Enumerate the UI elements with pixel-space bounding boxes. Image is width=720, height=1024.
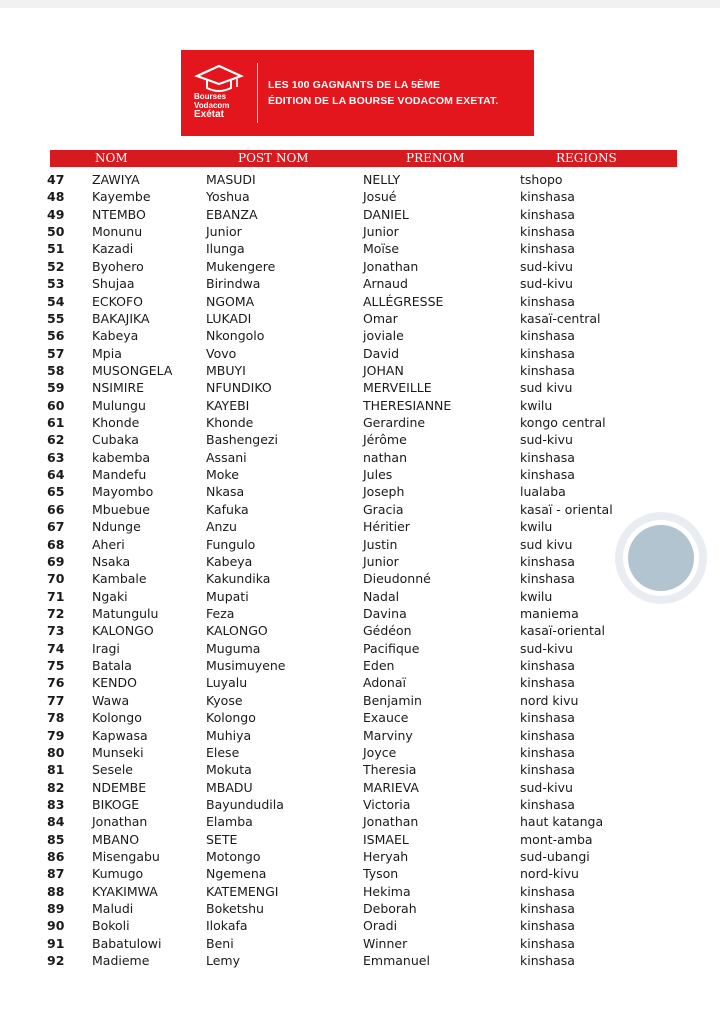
table-row — [0, 761, 720, 778]
cell-region: tshopo — [520, 172, 563, 187]
cell-region: kinshasa — [520, 744, 575, 760]
top-strip — [0, 0, 720, 8]
cell-nom: Mpia — [92, 345, 122, 361]
cell-prenom: NELLY — [363, 172, 401, 187]
header-nom: NOM — [95, 151, 128, 165]
cell-nom: ECKOFO — [92, 293, 144, 309]
cell-prenom: Theresia — [363, 762, 417, 778]
cell-post-nom: Fungulo — [206, 536, 256, 552]
table-row — [0, 536, 720, 553]
row-number: 60 — [47, 397, 65, 413]
logo-line-1: Bourses — [194, 92, 227, 101]
table-row — [0, 188, 720, 205]
cell-region: kinshasa — [520, 206, 575, 222]
cell-post-nom: Bashengezi — [206, 432, 278, 448]
cell-region: lualaba — [520, 484, 566, 500]
cell-region: kinshasa — [520, 224, 575, 240]
row-number: 51 — [47, 241, 65, 257]
cell-region: kinshasa — [520, 675, 575, 691]
cell-prenom: David — [363, 345, 400, 361]
cell-post-nom: Birindwa — [206, 276, 261, 292]
cell-region: kinshasa — [520, 658, 575, 674]
cell-post-nom: KAYEBI — [206, 397, 250, 413]
row-number: 61 — [47, 415, 65, 431]
cell-post-nom: MBUYI — [206, 362, 246, 378]
cell-prenom: Pacifique — [363, 640, 420, 656]
row-number: 50 — [47, 224, 65, 240]
cell-nom: Mayombo — [92, 484, 154, 500]
row-number: 65 — [47, 484, 65, 500]
cell-post-nom: Ilunga — [206, 241, 245, 257]
cell-region: kinshasa — [520, 953, 575, 969]
cell-nom: MUSONGELA — [92, 362, 173, 378]
cell-region: sud kivu — [520, 380, 573, 396]
winners-table — [0, 171, 720, 970]
cell-nom: Mulungu — [92, 397, 146, 413]
row-number: 57 — [47, 345, 65, 361]
row-number: 92 — [47, 953, 65, 969]
cell-prenom: Junior — [363, 553, 399, 569]
cell-post-nom: Motongo — [206, 849, 261, 865]
cell-region: nord kivu — [520, 692, 579, 708]
cell-region: kwilu — [520, 397, 553, 413]
logo-line-2: Vodacom — [194, 101, 230, 110]
table-row — [0, 709, 720, 726]
cell-nom: Ndunge — [92, 519, 141, 535]
table-row — [0, 796, 720, 813]
cell-nom: Kayembe — [92, 189, 151, 205]
cell-region: sud-kivu — [520, 432, 573, 448]
cell-prenom: DANIEL — [363, 206, 409, 222]
table-row — [0, 848, 720, 865]
cell-prenom: Junior — [363, 224, 399, 240]
row-number: 77 — [47, 692, 65, 708]
cell-nom: kabemba — [92, 449, 151, 465]
cell-prenom: Justin — [363, 536, 398, 552]
cell-nom: Madieme — [92, 953, 150, 969]
cell-post-nom: LUKADI — [206, 310, 252, 326]
cell-region: sud-kivu — [520, 258, 573, 274]
cell-nom: KALONGO — [92, 623, 154, 639]
cell-nom: NSIMIRE — [92, 380, 145, 396]
cell-post-nom: Boketshu — [206, 901, 264, 917]
cell-post-nom: Lemy — [206, 953, 241, 969]
cell-nom: Kolongo — [92, 710, 142, 726]
cell-post-nom: Anzu — [206, 519, 237, 535]
row-number: 62 — [47, 432, 65, 448]
cell-prenom: Victoria — [363, 796, 411, 812]
cell-prenom: Hekima — [363, 883, 411, 899]
row-number: 78 — [47, 710, 65, 726]
cell-prenom: Adonaï — [363, 675, 406, 691]
cell-post-nom: Bayundudila — [206, 796, 284, 812]
cell-nom: Batala — [92, 658, 132, 674]
row-number: 90 — [47, 918, 65, 934]
cell-region: kwilu — [520, 519, 553, 535]
cell-post-nom: Muhiya — [206, 727, 252, 743]
table-row — [0, 293, 720, 310]
cell-post-nom: Assani — [206, 449, 247, 465]
cell-nom: Misengabu — [92, 849, 160, 865]
cell-post-nom: Elamba — [206, 814, 253, 830]
row-number: 69 — [47, 553, 65, 569]
cell-nom: Matungulu — [92, 605, 159, 621]
row-number: 82 — [47, 779, 65, 795]
cell-post-nom: Mupati — [206, 588, 249, 604]
cell-prenom: Joseph — [363, 484, 405, 500]
table-row — [0, 588, 720, 605]
row-number: 83 — [47, 796, 65, 812]
cell-post-nom: EBANZA — [206, 206, 258, 222]
cell-post-nom: Kabeya — [206, 553, 253, 569]
cell-nom: Kapwasa — [92, 727, 148, 743]
row-number: 48 — [47, 189, 65, 205]
cell-post-nom: Kakundika — [206, 571, 271, 587]
table-row — [0, 917, 720, 934]
cell-prenom: MARIEVA — [363, 779, 419, 795]
table-row — [0, 483, 720, 500]
cell-post-nom: Musimuyene — [206, 658, 286, 674]
row-number: 68 — [47, 536, 65, 552]
table-row — [0, 605, 720, 622]
table-row — [0, 744, 720, 761]
table-row — [0, 692, 720, 709]
cell-region: kasaï-central — [520, 310, 601, 326]
cell-post-nom: Nkongolo — [206, 328, 265, 344]
cell-region: kinshasa — [520, 553, 575, 569]
cell-region: kinshasa — [520, 796, 575, 812]
cell-prenom: MERVEILLE — [363, 380, 432, 396]
cell-region: kwilu — [520, 588, 553, 604]
cell-region: sud-kivu — [520, 640, 573, 656]
cell-nom: Wawa — [92, 692, 130, 708]
cell-nom: Babatulowi — [92, 935, 162, 951]
table-row — [0, 779, 720, 796]
cell-region: kinshasa — [520, 345, 575, 361]
cell-region: maniema — [520, 605, 579, 621]
cell-region: kasaï - oriental — [520, 501, 613, 517]
cell-nom: Kumugo — [92, 866, 144, 882]
cell-region: kinshasa — [520, 189, 575, 205]
row-number: 66 — [47, 501, 65, 517]
cell-post-nom: Muguma — [206, 640, 261, 656]
row-number: 80 — [47, 744, 65, 760]
row-number: 74 — [47, 640, 65, 656]
cell-prenom: Josué — [363, 189, 397, 205]
cell-nom: Kazadi — [92, 241, 134, 257]
cell-region: kinshasa — [520, 467, 575, 483]
cell-region: kinshasa — [520, 901, 575, 917]
cell-nom: Cubaka — [92, 432, 139, 448]
cell-nom: Khonde — [92, 415, 140, 431]
headline-line-1: LES 100 GAGNANTS DE LA 5ÈME — [268, 79, 441, 91]
cell-prenom: Héritier — [363, 519, 410, 535]
cell-prenom: Heryah — [363, 849, 409, 865]
table-row — [0, 553, 720, 570]
cell-prenom: Joyce — [363, 744, 397, 760]
cell-nom: Monunu — [92, 224, 143, 240]
logo-line-3: Exétat — [194, 109, 225, 120]
table-row — [0, 327, 720, 344]
table-row — [0, 883, 720, 900]
cell-prenom: JOHAN — [363, 362, 404, 378]
table-row — [0, 414, 720, 431]
cell-post-nom: Beni — [206, 935, 234, 951]
cell-region: kasaï-oriental — [520, 623, 605, 639]
header-prenom: PRENOM — [406, 151, 465, 165]
row-number: 72 — [47, 605, 65, 621]
cell-region: kinshasa — [520, 727, 575, 743]
row-number: 49 — [47, 206, 65, 222]
table-row — [0, 640, 720, 657]
table-row — [0, 952, 720, 969]
cell-post-nom: Moke — [206, 467, 239, 483]
cell-post-nom: Kolongo — [206, 710, 256, 726]
table-row — [0, 345, 720, 362]
cell-region: nord-kivu — [520, 866, 579, 882]
cell-region: kinshasa — [520, 710, 575, 726]
cell-post-nom: NGOMA — [206, 293, 255, 309]
cell-prenom: Jonathan — [363, 258, 419, 274]
cell-prenom: THERESIANNE — [363, 397, 452, 413]
cell-prenom: nathan — [363, 449, 407, 465]
cell-region: kinshasa — [520, 918, 575, 934]
row-number: 52 — [47, 258, 65, 274]
row-number: 73 — [47, 623, 65, 639]
table-row — [0, 240, 720, 257]
cell-nom: KYAKIMWA — [92, 883, 158, 899]
table-row — [0, 865, 720, 882]
cell-region: sud kivu — [520, 536, 573, 552]
table-row — [0, 431, 720, 448]
cell-nom: Kambale — [92, 571, 147, 587]
row-number: 86 — [47, 849, 65, 865]
bourses-vodacom-logo — [181, 50, 257, 136]
table-row — [0, 518, 720, 535]
table-row — [0, 622, 720, 639]
row-number: 89 — [47, 901, 65, 917]
table-row — [0, 223, 720, 240]
cell-post-nom: MBADU — [206, 779, 253, 795]
cell-post-nom: KALONGO — [206, 623, 268, 639]
table-row — [0, 831, 720, 848]
cell-nom: Maludi — [92, 901, 134, 917]
banner-divider — [257, 63, 258, 123]
cell-nom: Ngaki — [92, 588, 128, 604]
cell-post-nom: SETE — [206, 831, 238, 847]
cell-prenom: ISMAEL — [363, 831, 409, 847]
row-number: 53 — [47, 276, 65, 292]
row-number: 84 — [47, 814, 65, 830]
cell-nom: BAKAJIKA — [92, 310, 150, 326]
cell-region: kinshasa — [520, 449, 575, 465]
row-number: 58 — [47, 362, 65, 378]
cell-nom: NDEMBE — [92, 779, 147, 795]
cell-nom: Sesele — [92, 762, 133, 778]
cell-region: kinshasa — [520, 883, 575, 899]
cell-prenom: Oradi — [363, 918, 398, 934]
cell-nom: NTEMBO — [92, 206, 146, 222]
cell-nom: Iragi — [92, 640, 120, 656]
cell-post-nom: Mokuta — [206, 762, 252, 778]
cell-region: kinshasa — [520, 571, 575, 587]
cell-nom: Nsaka — [92, 553, 131, 569]
row-number: 59 — [47, 380, 65, 396]
cell-prenom: Jérôme — [363, 432, 407, 448]
cell-prenom: Jonathan — [363, 814, 419, 830]
cell-region: mont-amba — [520, 831, 593, 847]
cell-post-nom: MASUDI — [206, 172, 256, 187]
table-row — [0, 362, 720, 379]
cell-prenom: Tyson — [363, 866, 399, 882]
cell-prenom: Jules — [363, 467, 393, 483]
cell-post-nom: Ngemena — [206, 866, 267, 882]
row-number: 70 — [47, 571, 65, 587]
row-number: 56 — [47, 328, 65, 344]
cell-post-nom: Kafuka — [206, 501, 249, 517]
row-number: 88 — [47, 883, 65, 899]
header-post-nom: POST NOM — [238, 151, 309, 165]
cell-prenom: Deborah — [363, 901, 417, 917]
table-row — [0, 397, 720, 414]
cell-post-nom: NFUNDIKO — [206, 380, 272, 396]
row-number: 47 — [47, 172, 65, 187]
cell-prenom: Gerardine — [363, 415, 426, 431]
cell-prenom: Davina — [363, 605, 407, 621]
table-row — [0, 310, 720, 327]
cell-prenom: Gracia — [363, 501, 404, 517]
cell-prenom: Benjamin — [363, 692, 422, 708]
cell-prenom: Winner — [363, 935, 408, 951]
cell-region: kinshasa — [520, 293, 575, 309]
table-row — [0, 171, 720, 188]
row-number: 67 — [47, 519, 65, 535]
row-number: 85 — [47, 831, 65, 847]
cell-nom: MBANO — [92, 831, 140, 847]
table-row — [0, 258, 720, 275]
cell-post-nom: Feza — [206, 605, 235, 621]
row-number: 76 — [47, 675, 65, 691]
cell-post-nom: KATEMENGI — [206, 883, 279, 899]
table-row — [0, 501, 720, 518]
headline-line-2: ÉDITION DE LA BOURSE VODACOM EXETAT. — [268, 95, 499, 107]
cell-region: kinshasa — [520, 328, 575, 344]
cell-post-nom: Kyose — [206, 692, 243, 708]
row-number: 79 — [47, 727, 65, 743]
cell-nom: BIKOGE — [92, 796, 140, 812]
cell-prenom: Omar — [363, 310, 398, 326]
decorative-circle-icon — [615, 512, 707, 604]
cell-post-nom: Elese — [206, 744, 240, 760]
row-number: 63 — [47, 449, 65, 465]
cell-nom: Byohero — [92, 258, 144, 274]
table-row — [0, 449, 720, 466]
cell-post-nom: Yoshua — [206, 189, 250, 205]
cell-prenom: Marviny — [363, 727, 413, 743]
cell-post-nom: Ilokafa — [206, 918, 248, 934]
row-number: 91 — [47, 935, 65, 951]
table-row — [0, 206, 720, 223]
cell-prenom: joviale — [363, 328, 404, 344]
cell-region: kinshasa — [520, 935, 575, 951]
cell-region: haut katanga — [520, 814, 604, 830]
row-number: 75 — [47, 658, 65, 674]
table-row — [0, 813, 720, 830]
cell-post-nom: Mukengere — [206, 258, 276, 274]
cell-post-nom: Khonde — [206, 415, 254, 431]
cell-nom: Bokoli — [92, 918, 130, 934]
cell-region: kinshasa — [520, 241, 575, 257]
cell-region: sud-kivu — [520, 276, 573, 292]
cell-nom: KENDO — [92, 675, 137, 691]
cell-prenom: ALLÉGRESSE — [363, 293, 444, 309]
cell-post-nom: Nkasa — [206, 484, 245, 500]
table-row — [0, 657, 720, 674]
row-number: 71 — [47, 588, 65, 604]
table-row — [0, 379, 720, 396]
cell-nom: Kabeya — [92, 328, 139, 344]
table-row — [0, 674, 720, 691]
banner — [181, 50, 534, 136]
cell-prenom: Gédéon — [363, 623, 412, 639]
cell-prenom: Dieudonné — [363, 571, 431, 587]
table-row — [0, 275, 720, 292]
table-header — [50, 150, 677, 167]
cell-nom: Jonathan — [92, 814, 148, 830]
row-number: 54 — [47, 293, 65, 309]
cell-nom: Mbuebue — [92, 501, 150, 517]
cell-region: kinshasa — [520, 362, 575, 378]
cell-prenom: Emmanuel — [363, 953, 430, 969]
cell-nom: ZAWIYA — [92, 172, 140, 187]
table-row — [0, 935, 720, 952]
row-number: 55 — [47, 310, 65, 326]
table-row — [0, 466, 720, 483]
cell-post-nom: Junior — [206, 224, 242, 240]
cell-prenom: Nadal — [363, 588, 400, 604]
row-number: 87 — [47, 866, 65, 882]
table-row — [0, 900, 720, 917]
cell-prenom: Eden — [363, 658, 395, 674]
cell-region: kinshasa — [520, 762, 575, 778]
cell-nom: Shujaa — [92, 276, 135, 292]
table-row — [0, 727, 720, 744]
table-row — [0, 570, 720, 587]
cell-prenom: Moïse — [363, 241, 400, 257]
header-regions: REGIONS — [556, 151, 617, 165]
cell-post-nom: Luyalu — [206, 675, 248, 691]
cell-prenom: Arnaud — [363, 276, 408, 292]
cell-prenom: Exauce — [363, 710, 409, 726]
row-number: 64 — [47, 467, 65, 483]
cell-nom: Aheri — [92, 536, 125, 552]
cell-post-nom: Vovo — [206, 345, 237, 361]
graduation-cap-icon — [193, 62, 245, 92]
row-number: 81 — [47, 762, 65, 778]
banner-headline — [268, 77, 498, 109]
cell-nom: Mandefu — [92, 467, 147, 483]
cell-region: sud-ubangi — [520, 849, 590, 865]
cell-region: kongo central — [520, 415, 606, 431]
cell-region: sud-kivu — [520, 779, 573, 795]
cell-nom: Munseki — [92, 744, 144, 760]
